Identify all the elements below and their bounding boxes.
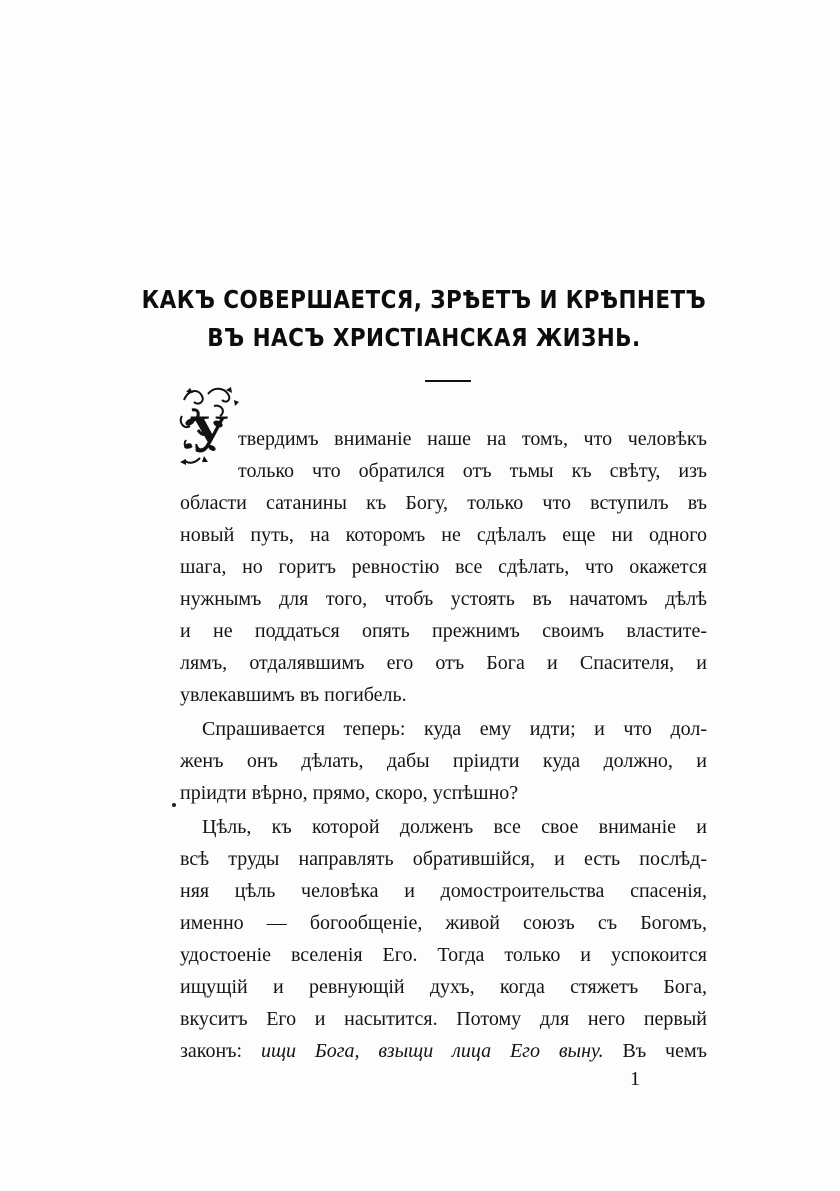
chapter-title-line-1: КАКЪ СОВЕРШАЕТСЯ, ЗРѢЕТЪ И КРѢПНЕТЪ <box>141 285 707 314</box>
title-divider <box>425 380 471 382</box>
text-run: Въ чемъ <box>603 1040 707 1062</box>
text-line: няя цѣль человѣка и домостроительства спасенія, <box>180 880 707 902</box>
text-line: ищущій и ревнующій духъ, когда стяжетъ Бога, <box>180 976 707 998</box>
text-line: всѣ труды направлять обратившійся, и есть послѣд- <box>180 848 707 870</box>
text-line: удостоеніе вселенія Его. Тогда только и успокоится <box>180 944 707 966</box>
text-line: Цѣль, къ которой долженъ все свое вниманіе и <box>202 816 707 838</box>
text-line: женъ онъ дѣлать, дабы пріидти куда должно, и <box>180 750 707 772</box>
text-line: вкуситъ Его и насытится. Потому для него первый <box>180 1008 707 1030</box>
text-line: пріидти вѣрно, прямо, скоро, успѣшно? <box>180 782 519 804</box>
page-number: 1 <box>630 1068 640 1090</box>
ink-speck <box>172 803 176 807</box>
text-line-mixed <box>180 1036 707 1066</box>
dropcap-letter: У <box>189 404 229 464</box>
italic-quote: ищи Бога, взыщи лица Его выну. <box>260 1040 604 1062</box>
text-line: увлекавшимъ въ погибель. <box>180 684 407 706</box>
text-line: лямъ, отдалявшимъ его отъ Бога и Спасителя, и <box>180 652 707 674</box>
chapter-title-line-2: ВЪ НАСЪ ХРИСТІАНСКАЯ ЖИЗНЬ. <box>207 323 641 352</box>
vine-ornament-icon <box>178 386 240 476</box>
text-line: именно — богообщеніе, живой союзъ съ Богомъ, <box>180 912 707 934</box>
text-line: нужнымъ для того, чтобъ устоять въ начатомъ дѣлѣ <box>180 588 707 610</box>
text-run: законъ: <box>180 1040 261 1062</box>
ornamental-dropcap <box>178 386 240 476</box>
text-line: шага, но горитъ ревностію все сдѣлать, что окажется <box>180 556 707 578</box>
text-line: только что обратился отъ тьмы къ свѣту, изъ <box>238 460 707 482</box>
text-line: новый путь, на которомъ не сдѣлалъ еще ни одного <box>180 524 707 546</box>
text-line: твердимъ вниманіе наше на томъ, что человѣкъ <box>238 428 707 450</box>
text-line: области сатанины къ Богу, только что вступилъ въ <box>180 492 707 514</box>
text-line: и не поддаться опять прежнимъ своимъ властите- <box>180 620 707 642</box>
text-line: Спрашивается теперь: куда ему идти; и что дол- <box>202 718 707 740</box>
